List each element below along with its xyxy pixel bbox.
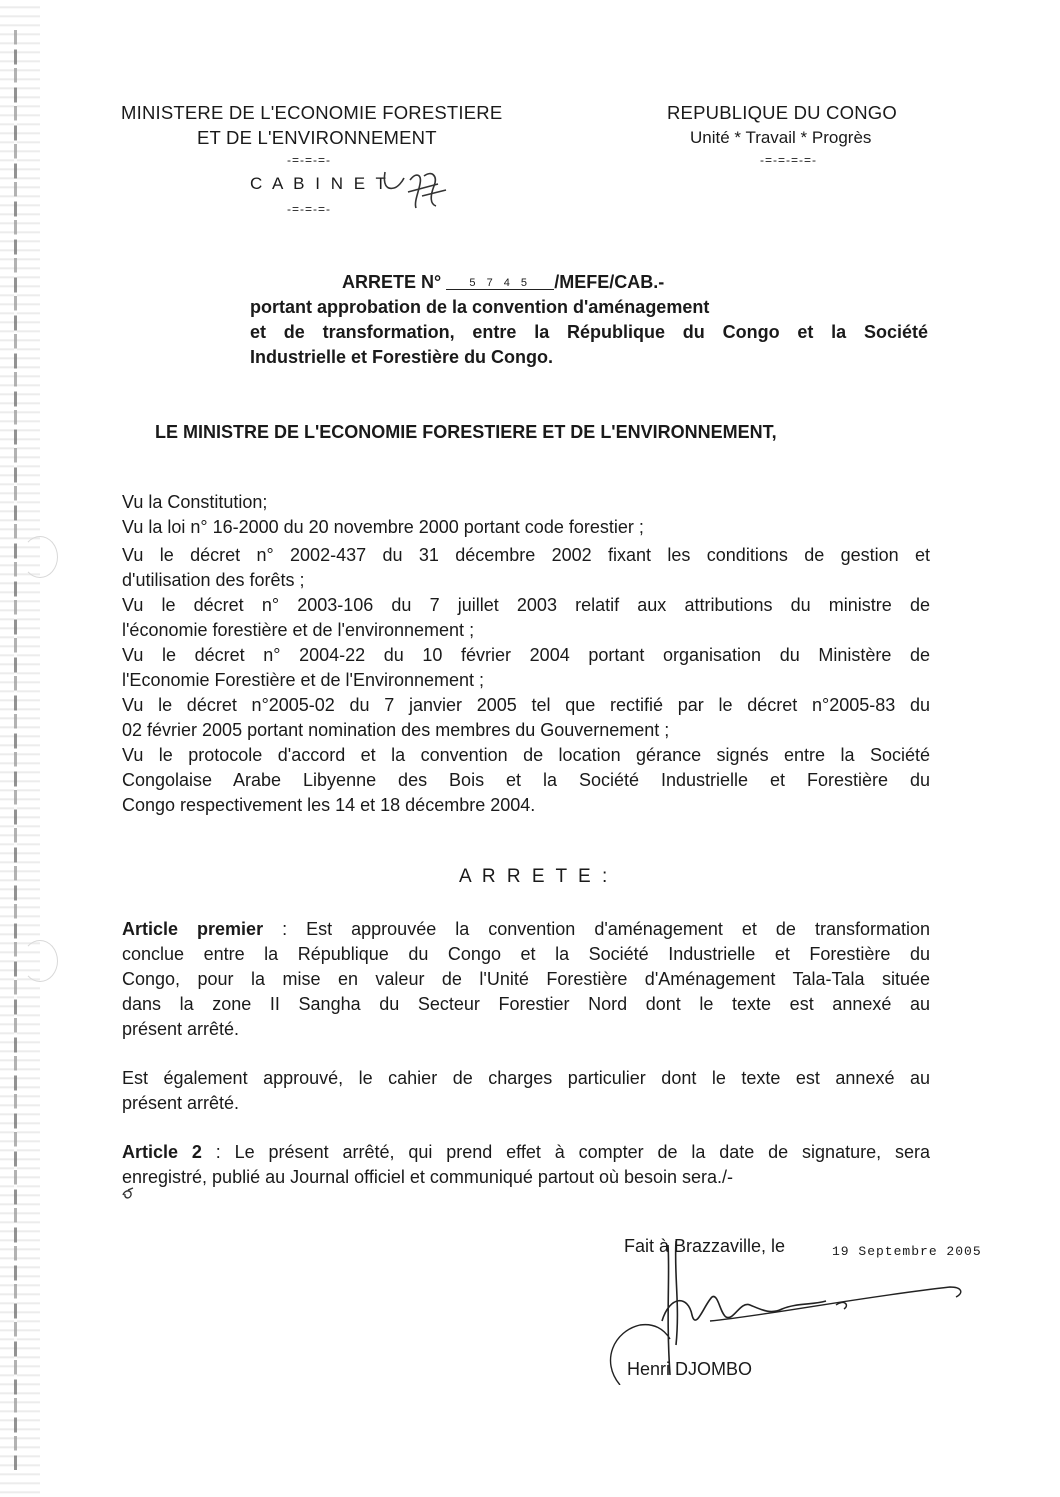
article-2-label: Article 2 — [122, 1142, 202, 1162]
place-of-signature: Fait à Brazzaville, le — [624, 1236, 786, 1256]
article-1-line: présent arrêté. — [122, 1019, 240, 1039]
handwritten-initials — [380, 162, 452, 214]
consideration-line: Vu la loi n° 16-2000 du 20 novembre 2000 portant code forestier ; — [122, 517, 644, 537]
consideration-line: l'économie forestière et de l'environnement ; — [122, 620, 475, 640]
handwritten-mark — [120, 1187, 136, 1201]
consideration-line: Vu le décret n° 2002-437 du 31 décembre 2002 fixant les conditions de gestion et — [122, 545, 930, 565]
article-1-label: Article premier — [122, 919, 264, 939]
article-2-line: enregistré, publié au Journal officiel et communiqué partout où besoin sera./- — [122, 1167, 734, 1187]
article-1-line: Congo, pour la mise en valeur de l'Unité Forestière d'Aménagement Tala-Tala située — [122, 969, 930, 989]
decree-number: 5 7 4 5 — [446, 277, 554, 290]
decree-subject-line: portant approbation de la convention d'aménagement — [250, 297, 710, 317]
consideration-line: Vu le décret n°2005-02 du 7 janvier 2005 tel que rectifié par le décret n°2005-83 du — [122, 695, 930, 715]
scan-margin — [0, 0, 40, 1497]
punch-hole-mark — [22, 940, 58, 982]
article-1-text: : Est approuvée la convention d'aménagement et de transformation — [263, 919, 930, 939]
consideration-line: Vu le décret n° 2004-22 du 10 février 2004 portant organisation du Ministère de — [122, 645, 930, 665]
consideration-line: 02 février 2005 portant nomination des membres du Gouvernement ; — [122, 720, 670, 740]
article-2-first-line — [122, 1141, 930, 1163]
separator: -=-=-=- — [287, 202, 332, 216]
decree-subject-line: et de transformation, entre la République du Congo et la Société — [250, 322, 928, 342]
decree-subject-line: Industrielle et Forestière du Congo. — [250, 347, 554, 367]
article-1-line: dans la zone II Sangha du Secteur Forestier Nord dont le texte est annexé au — [122, 994, 930, 1014]
cabinet-label: C A B I N E T — [250, 174, 389, 193]
arrete-heading: A R R E T E : — [459, 866, 611, 887]
republic-name: REPUBLIQUE DU CONGO — [667, 102, 897, 123]
decree-title — [342, 272, 664, 293]
article-1-line: conclue entre la République du Congo et la Société Industrielle et Forestière du — [122, 944, 930, 964]
decree-prefix: ARRETE N° — [342, 272, 442, 292]
consideration-line: Vu la Constitution; — [122, 492, 268, 512]
minister-heading: LE MINISTRE DE L'ECONOMIE FORESTIERE ET DE L'ENVIRONNEMENT, — [155, 422, 777, 442]
separator: -=-=-=- — [287, 153, 332, 167]
punch-hole-mark — [22, 536, 58, 578]
consideration-line: l'Economie Forestière et de l'Environnement ; — [122, 670, 485, 690]
national-motto: Unité * Travail * Progrès — [690, 128, 872, 147]
ministry-name-line2: ET DE L'ENVIRONNEMENT — [197, 127, 437, 148]
approval-paragraph-line: présent arrêté. — [122, 1093, 240, 1113]
article-2-text: : Le présent arrêté, qui prend effet à compter de la date de signature, sera — [201, 1142, 930, 1162]
ministry-name: MINISTERE DE L'ECONOMIE FORESTIERE — [121, 102, 503, 123]
consideration-line: Congolaise Arabe Libyenne des Bois et la Société Industrielle et Forestière du — [122, 770, 930, 790]
approval-paragraph-line: Est également approuvé, le cahier de charges particulier dont le texte est annexé au — [122, 1068, 930, 1088]
signature-date: 19 Septembre 2005 — [832, 1244, 982, 1259]
consideration-line: Vu le décret n° 2003-106 du 7 juillet 2003 relatif aux attributions du ministre de — [122, 595, 930, 615]
consideration-line: Vu le protocole d'accord et la convention de location gérance signés entre la Société — [122, 745, 930, 765]
consideration-line: Congo respectivement les 14 et 18 décembre 2004. — [122, 795, 536, 815]
scan-margin-line — [14, 30, 17, 1470]
consideration-line: d'utilisation des forêts ; — [122, 570, 305, 590]
separator: -=-=-=-=- — [760, 153, 818, 167]
decree-suffix: /MEFE/CAB.- — [554, 272, 665, 292]
article-1-first-line — [122, 918, 930, 940]
signatory-name: Henri DJOMBO — [627, 1359, 753, 1379]
